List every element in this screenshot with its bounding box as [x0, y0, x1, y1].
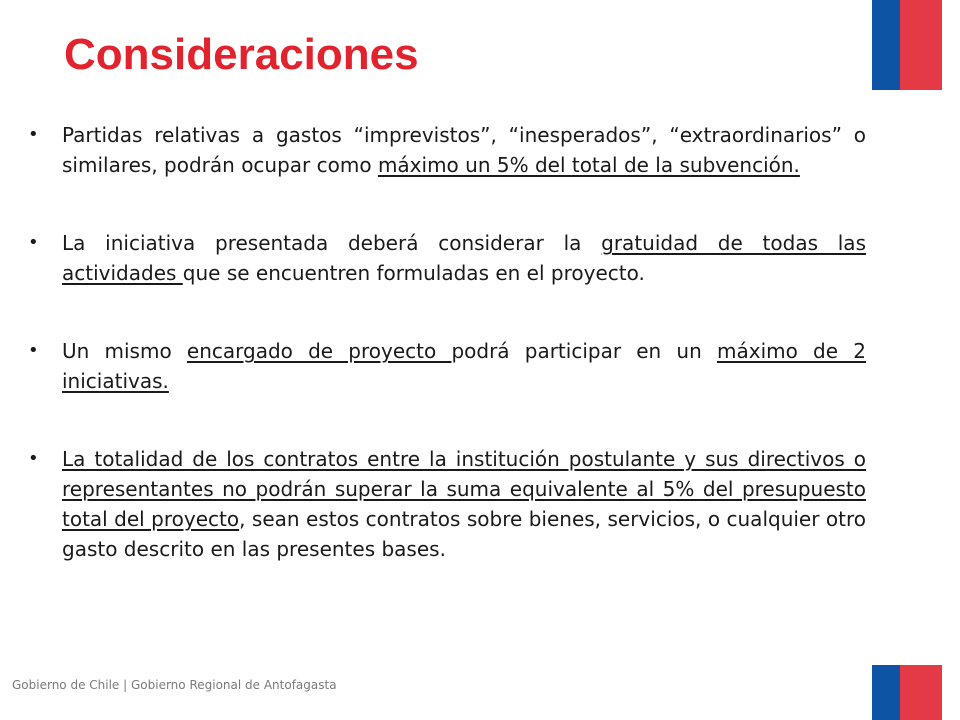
bullet-dot-icon: •	[28, 448, 39, 469]
underlined-text: máximo de 2 iniciativas.	[62, 339, 866, 393]
underlined-text: encargado de proyecto	[186, 339, 452, 363]
slide-title: Consideraciones	[64, 30, 419, 79]
bullet-text: La iniciativa presentada deberá considerar la	[62, 231, 602, 255]
footer-text: Gobierno de Chile | Gobierno Regional de Antofagasta	[12, 678, 337, 692]
underlined-text: gratuidad de todas las actividades	[62, 231, 866, 285]
chile-flag-bottom	[872, 665, 942, 720]
chile-flag-top	[872, 0, 942, 90]
underlined-text: La totalidad de los contratos entre la institución postulante y sus directivos o representantes no podrán superar la suma equivalente al 5% del presupuesto total del proyecto	[62, 447, 866, 531]
underlined-text: máximo un 5% del total de la subvención.	[377, 153, 800, 177]
flag-blue-stripe	[872, 665, 900, 720]
bullet-item	[28, 444, 866, 564]
bullet-item	[28, 120, 866, 180]
flag-red-stripe	[900, 0, 942, 90]
bullet-dot-icon: •	[28, 340, 39, 361]
bullet-text: que se encuentren formuladas en el proyecto.	[182, 261, 645, 285]
bullet-item	[28, 228, 866, 288]
bullet-text: Un mismo	[62, 339, 187, 363]
bullet-dot-icon: •	[28, 124, 39, 145]
bullet-text: podrá participar en un	[451, 339, 717, 363]
bullet-text: , sean estos contratos sobre bienes, servicios, o cualquier otro gasto descrito en las presentes bases.	[62, 507, 866, 561]
flag-red-stripe	[900, 665, 942, 720]
bullet-text: Partidas relativas a gastos “imprevistos”, “inesperados”, “extraordinarios” o similares, podrán ocupar como	[62, 123, 866, 177]
bullet-item	[28, 336, 866, 396]
bullet-dot-icon: •	[28, 232, 39, 253]
bullet-list	[28, 120, 866, 612]
flag-blue-stripe	[872, 0, 900, 90]
